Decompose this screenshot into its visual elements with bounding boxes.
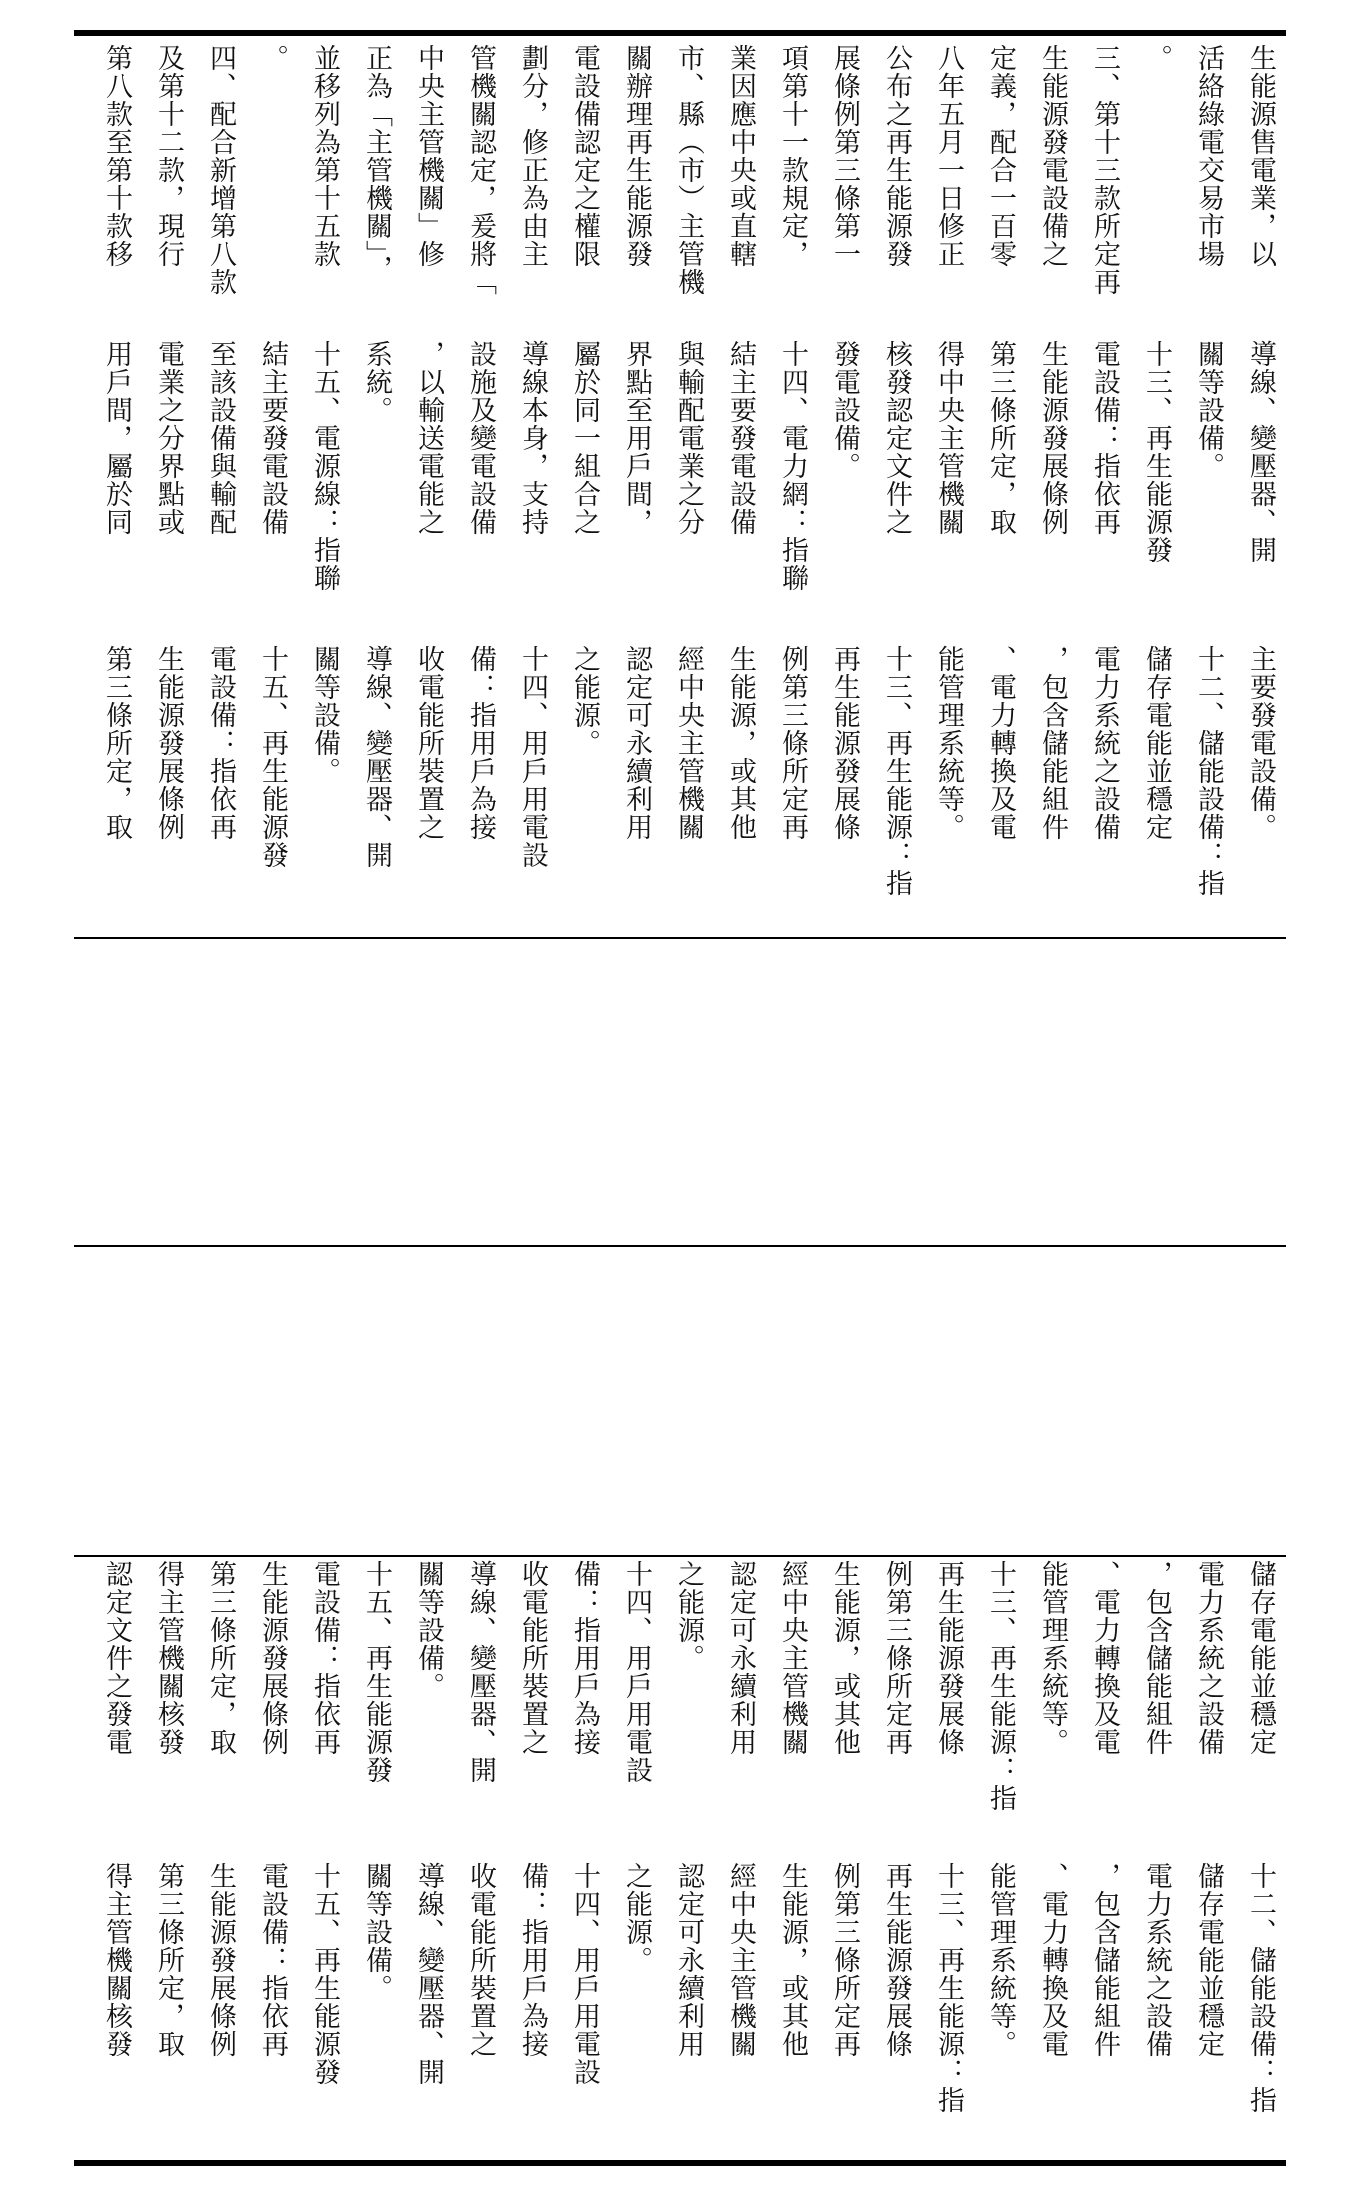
row1-col2-line: 與輸配電業之分: [673, 340, 704, 536]
row3-col3-line: 十五、再生能源發: [309, 1862, 340, 2086]
row3-col3-line: 經中央主管機關: [725, 1862, 756, 2058]
row1-col3-line: 備：指用戶為接: [465, 645, 496, 841]
row-divider-2: [74, 1245, 1286, 1247]
row3-cell-left: [74, 1862, 1286, 2152]
row1-col2-line: 關等設備。: [1193, 340, 1224, 480]
row1-col2-line: 電業之分界點或: [153, 340, 184, 536]
row-divider-3: [74, 1555, 1286, 1557]
row1-col1-line: 展條例第三條第一: [829, 44, 860, 268]
row3-col3-line: 備：指用戶為接: [517, 1862, 548, 2058]
row3-col2-line: 備：指用戶為接: [569, 1560, 600, 1756]
row3-col2-line: 認定文件之發電: [101, 1560, 132, 1756]
row1-col2-line: 核發認定文件之: [881, 340, 912, 536]
row1-col1-line: 正為「主管機關」，: [361, 44, 392, 283]
row1-col3-line: 例第三條所定再: [777, 645, 808, 841]
top-rule: [74, 30, 1286, 36]
row3-col3-line: 例第三條所定再: [829, 1862, 860, 2058]
row3-col3-line: 十二、儲能設備：指: [1245, 1862, 1276, 2114]
row1-col1-line: 並移列為第十五款: [309, 44, 340, 268]
row3-col3-line: 十三、再生能源：指: [933, 1862, 964, 2114]
row3-col2-line: 生能源，或其他: [829, 1560, 860, 1756]
row3-col2-line: 能管理系統等。: [1037, 1560, 1068, 1756]
row1-col3-line: 經中央主管機關: [673, 645, 704, 841]
row1-col3-line: 主要發電設備。: [1245, 645, 1276, 841]
row1-col2-line: 電設備：指依再: [1089, 340, 1120, 536]
row1-col3-line: 電力系統之設備: [1089, 645, 1120, 841]
row1-cell-left: [74, 645, 1286, 930]
row3-col2-line: 十三、再生能源：指: [985, 1560, 1016, 1812]
row3-col3-text: [74, 1862, 1286, 2152]
row1-col1-line: 業因應中央或直轄: [725, 44, 756, 268]
row3-col2-line: 、電力轉換及電: [1089, 1560, 1120, 1756]
row1-col2-line: 設施及變電設備: [465, 340, 496, 536]
row3-col2-line: 之能源。: [673, 1560, 704, 1672]
row3-col3-line: 得主管機關核發: [101, 1862, 132, 2058]
row3-col3-line: 再生能源發展條: [881, 1862, 912, 2058]
row1-col1-line: 。: [1141, 44, 1172, 72]
row1-col1-text: [74, 44, 1286, 329]
row1-col2-line: 屬於同一組合之: [569, 340, 600, 536]
row1-col2-line: 第三條所定，取: [985, 340, 1016, 536]
row3-col2-line: 關等設備。: [413, 1560, 444, 1700]
row1-col3-line: 認定可永續利用: [621, 645, 652, 841]
row3-col3-line: 電力系統之設備: [1141, 1862, 1172, 2058]
row1-col2-line: 導線本身，支持: [517, 340, 548, 536]
row3-col3-line: 認定可永續利用: [673, 1862, 704, 2058]
row3-col2-line: 導線、變壓器、開: [465, 1560, 496, 1784]
row3-col2-line: ，包含儲能組件: [1141, 1560, 1172, 1756]
row3-col2-line: 十四、用戶用電設: [621, 1560, 652, 1784]
row1-col3-line: 之能源。: [569, 645, 600, 757]
row1-col2-line: 結主要發電設備: [725, 340, 756, 536]
row1-col2-line: 十三、再生能源發: [1141, 340, 1172, 564]
row3-col2-line: 電力系統之設備: [1193, 1560, 1224, 1756]
row1-col1-line: 及第十二款，現行: [153, 44, 184, 268]
row3-col2-line: 收電能所裝置之: [517, 1560, 548, 1756]
row3-col2-text: [74, 1560, 1286, 1845]
row1-col1-line: 生能源發電設備之: [1037, 44, 1068, 268]
row3-col2-line: 得主管機關核發: [153, 1560, 184, 1756]
row3-col3-line: 十四、用戶用電設: [569, 1862, 600, 2086]
row1-col3-line: 收電能所裝置之: [413, 645, 444, 841]
row3-col3-line: 生能源發展條例: [205, 1862, 236, 2058]
row1-col2-line: 十四、電力網：指聯: [777, 340, 808, 592]
row1-col3-text: [74, 645, 1286, 930]
row1-col3-line: 關等設備。: [309, 645, 340, 785]
row-divider-1: [74, 937, 1286, 939]
row1-col2-line: 結主要發電設備: [257, 340, 288, 536]
row3-col3-line: 電設備：指依再: [257, 1862, 288, 2058]
row1-col2-line: 發電設備。: [829, 340, 860, 480]
row1-col1-line: 三、第十三款所定再: [1089, 44, 1120, 296]
row1-col1-line: 劃分，修正為由主: [517, 44, 548, 268]
row1-col1-line: 項第十一款規定，: [777, 44, 808, 268]
row1-col2-line: 系統。: [361, 340, 392, 424]
row3-col2-line: 認定可永續利用: [725, 1560, 756, 1756]
row3-col2-line: 電設備：指依再: [309, 1560, 340, 1756]
row1-col3-line: 再生能源發展條: [829, 645, 860, 841]
row1-col1-line: 定義，配合一百零: [985, 44, 1016, 268]
row1-col2-line: 至該設備與輸配: [205, 340, 236, 536]
row3-col2-line: 生能源發展條例: [257, 1560, 288, 1756]
row1-col3-line: 電設備：指依再: [205, 645, 236, 841]
row1-col1-line: 電設備認定之權限: [569, 44, 600, 268]
row3-col3-line: 第三條所定，取: [153, 1862, 184, 2058]
row1-col3-line: 儲存電能並穩定: [1141, 645, 1172, 841]
row1-col3-line: 十四、用戶用電設: [517, 645, 548, 869]
row1-col2-line: 界點至用戶間，: [621, 340, 652, 536]
row3-col2-line: 十五、再生能源發: [361, 1560, 392, 1784]
row3-col3-line: ，包含儲能組件: [1089, 1862, 1120, 2058]
row1-cell-right: [74, 44, 1286, 329]
row1-col3-line: 十二、儲能設備：指: [1193, 645, 1224, 897]
row1-col1-line: 公布之再生能源發: [881, 44, 912, 268]
row3-col2-line: 儲存電能並穩定: [1245, 1560, 1276, 1756]
row1-col3-line: 生能源，或其他: [725, 645, 756, 841]
row1-col1-line: 中央主管機關」修: [413, 44, 444, 268]
row3-col3-line: 收電能所裝置之: [465, 1862, 496, 2058]
row1-col1-line: 管機關認定，爰將「: [465, 44, 496, 296]
row1-col1-line: 八年五月一日修正: [933, 44, 964, 268]
row3-col3-line: 關等設備。: [361, 1862, 392, 2002]
row1-col3-line: 能管理系統等。: [933, 645, 964, 841]
row3-cell-right: [74, 1560, 1286, 1845]
row1-col2-line: 生能源發展條例: [1037, 340, 1068, 536]
row1-col2-line: 導線、變壓器、開: [1245, 340, 1276, 564]
row1-col1-line: 關辦理再生能源發: [621, 44, 652, 268]
row1-col3-line: 、電力轉換及電: [985, 645, 1016, 841]
row1-col2-line: 用戶間，屬於同: [101, 340, 132, 536]
row1-col1-line: 生能源售電業，以: [1245, 44, 1276, 268]
row3-col2-line: 第三條所定，取: [205, 1560, 236, 1756]
row3-col3-line: 導線、變壓器、開: [413, 1862, 444, 2086]
row1-col2-line: 十五、電源線：指聯: [309, 340, 340, 592]
row1-col3-line: 十三、再生能源：指: [881, 645, 912, 897]
row1-col3-line: 導線、變壓器、開: [361, 645, 392, 869]
row1-col1-line: 活絡綠電交易市場: [1193, 44, 1224, 268]
row3-col3-line: 儲存電能並穩定: [1193, 1862, 1224, 2058]
row3-col3-line: 生能源，或其他: [777, 1862, 808, 2058]
row3-col2-line: 例第三條所定再: [881, 1560, 912, 1756]
row1-col2-text: [74, 340, 1286, 630]
row3-col3-line: 之能源。: [621, 1862, 652, 1974]
row1-col2-line: ，以輸送電能之: [413, 340, 444, 536]
row1-col1-line: 。: [257, 44, 288, 72]
row3-col3-line: 能管理系統等。: [985, 1862, 1016, 2058]
bottom-rule: [74, 2160, 1286, 2166]
row1-col1-line: 四、配合新增第八款: [205, 44, 236, 296]
row1-col1-line: 市、縣（市）主管機: [673, 44, 704, 296]
row1-col3-line: 第三條所定，取: [101, 645, 132, 841]
row1-col3-line: ，包含儲能組件: [1037, 645, 1068, 841]
row1-col2-line: 得中央主管機關: [933, 340, 964, 536]
row3-col2-line: 再生能源發展條: [933, 1560, 964, 1756]
row1-cell-middle: [74, 340, 1286, 630]
row3-col3-line: 、電力轉換及電: [1037, 1862, 1068, 2058]
row3-col2-line: 經中央主管機關: [777, 1560, 808, 1756]
row1-col1-line: 第八款至第十款移: [101, 44, 132, 268]
row1-col3-line: 生能源發展條例: [153, 645, 184, 841]
row1-col3-line: 十五、再生能源發: [257, 645, 288, 869]
